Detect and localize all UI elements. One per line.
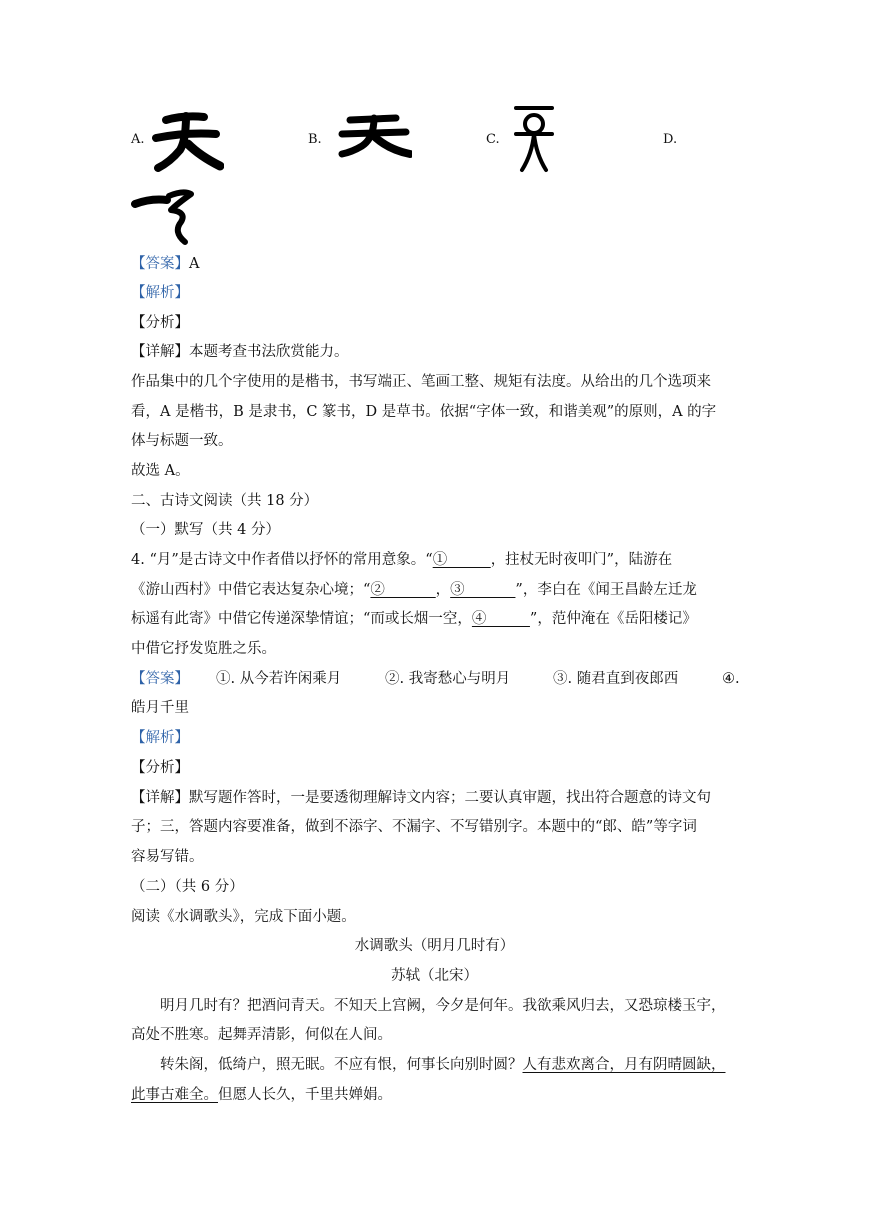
q4-answer-4-num: ④.	[722, 671, 740, 687]
subsection-title-2: （二）（共 6 分）	[131, 879, 244, 895]
q4-line-3	[131, 609, 697, 629]
poem-title: 水调歌头（明月几时有）	[354, 938, 515, 954]
option-c-label: C.	[486, 132, 500, 147]
q4-text: ，拄杖无时夜叩门”，陆游在	[490, 552, 673, 568]
q4-detail-line	[131, 788, 711, 808]
q4-text: ，	[435, 582, 451, 598]
q4-detail-2: 子；三，答题内容要准备，做到不添字、不漏字、不写错别字。本题中的“郎、皓”等字词	[131, 819, 697, 835]
blank-2: ②_______	[370, 582, 436, 598]
blank-1: ①______	[432, 552, 491, 568]
q4-jiexi-tag: 【解析】	[131, 730, 189, 746]
q4-text: 标遥有此寄》中借它传递深挚情谊；“而或长烟一空，	[131, 611, 472, 627]
q4-line-1	[131, 550, 672, 570]
blank-4: ④______	[471, 611, 530, 627]
q3-para-1: 作品集中的几个字使用的是楷书，书写端正、笔画工整、规矩有法度。从给出的几个选项来	[131, 374, 711, 390]
option-b-label: B.	[308, 132, 322, 147]
q3-para-2: 看，A 是楷书，B 是隶书，C 篆书，D 是草书。依据“字体一致，和谐美观”的原则，A 的字	[131, 404, 717, 420]
q4-detail: 默写题作答时，一是要透彻理解诗文内容；二要认真审题，找出符合题意的诗文句	[189, 790, 711, 806]
underlined-verse: 人有悲欢离合，月有阴晴圆缺，	[522, 1057, 726, 1073]
zhuanshu-tian-icon	[512, 104, 556, 174]
q3-answer-line	[131, 254, 199, 274]
subsection-title: （一）默写（共 4 分）	[131, 522, 280, 538]
q4-text: 《游山西村》中借它表达复杂心境；“	[131, 582, 371, 598]
poem-stanza-2-line-2	[131, 1085, 392, 1105]
q4-text: ”，范仲淹在《岳阳楼记》	[529, 611, 697, 627]
q3-conclusion: 故选 A。	[131, 463, 190, 479]
kaishu-tian-icon	[152, 110, 224, 172]
caoshu-tian-icon	[131, 188, 201, 246]
q4-detail-3: 容易写错。	[131, 849, 204, 865]
q4-text: 4. “月”是古诗文中作者借以抒怀的常用意象。“	[131, 552, 433, 568]
poem-text: 但愿人长久，千里共婵娟。	[218, 1087, 392, 1103]
q3-detail-line	[131, 342, 349, 362]
q4-answer-2: ②. 我寄愁心与明月	[385, 671, 511, 687]
reading-instruction: 阅读《水调歌头》，完成下面小题。	[131, 909, 356, 925]
q3-jiexi-tag: 【解析】	[131, 285, 189, 301]
option-a-label: A.	[131, 132, 145, 147]
q4-fenxi-tag: 【分析】	[131, 760, 189, 776]
answer-tag: 【答案】	[131, 671, 189, 687]
q4-answer-line	[131, 669, 189, 689]
poem-stanza-1-line-1: 明月几时有？把酒问青天。不知天上宫阙，今夕是何年。我欲乘风归去，又恐琼楼玉宇，	[160, 998, 726, 1014]
q4-answer-3: ③. 随君直到夜郎西	[553, 671, 679, 687]
q3-detail: 本题考查书法欣赏能力。	[189, 344, 349, 360]
blank-3: ③_______	[450, 582, 516, 598]
q4-answer-4: 皓月千里	[131, 700, 189, 716]
underlined-verse: 此事古难全。	[131, 1087, 218, 1103]
poem-stanza-1-line-2: 高处不胜寒。起舞弄清影，何似在人间。	[131, 1027, 392, 1043]
poem-text: 转朱阁，低绮户，照无眠。不应有恨，何事长向别时圆？	[160, 1057, 523, 1073]
q4-text: ”，李白在《闻王昌龄左迁龙	[515, 582, 697, 598]
poem-author: 苏轼（北宋）	[391, 968, 478, 984]
detail-tag: 【详解】	[131, 790, 189, 806]
q4-line-2	[131, 580, 697, 600]
q4-line-4: 中借它抒发览胜之乐。	[131, 641, 276, 657]
q3-fenxi-tag: 【分析】	[131, 315, 189, 331]
q4-answer-1: ①. 从今若许闲乘月	[216, 671, 342, 687]
q3-para-3: 体与标题一致。	[131, 433, 233, 449]
section-title: 二、古诗文阅读（共 18 分）	[131, 493, 319, 509]
poem-stanza-2-line-1	[160, 1055, 726, 1075]
lishu-tian-icon	[338, 110, 412, 162]
q3-answer: A	[189, 256, 200, 272]
option-d-label: D.	[663, 132, 678, 147]
answer-tag: 【答案】	[131, 256, 189, 272]
detail-tag: 【详解】	[131, 344, 189, 360]
